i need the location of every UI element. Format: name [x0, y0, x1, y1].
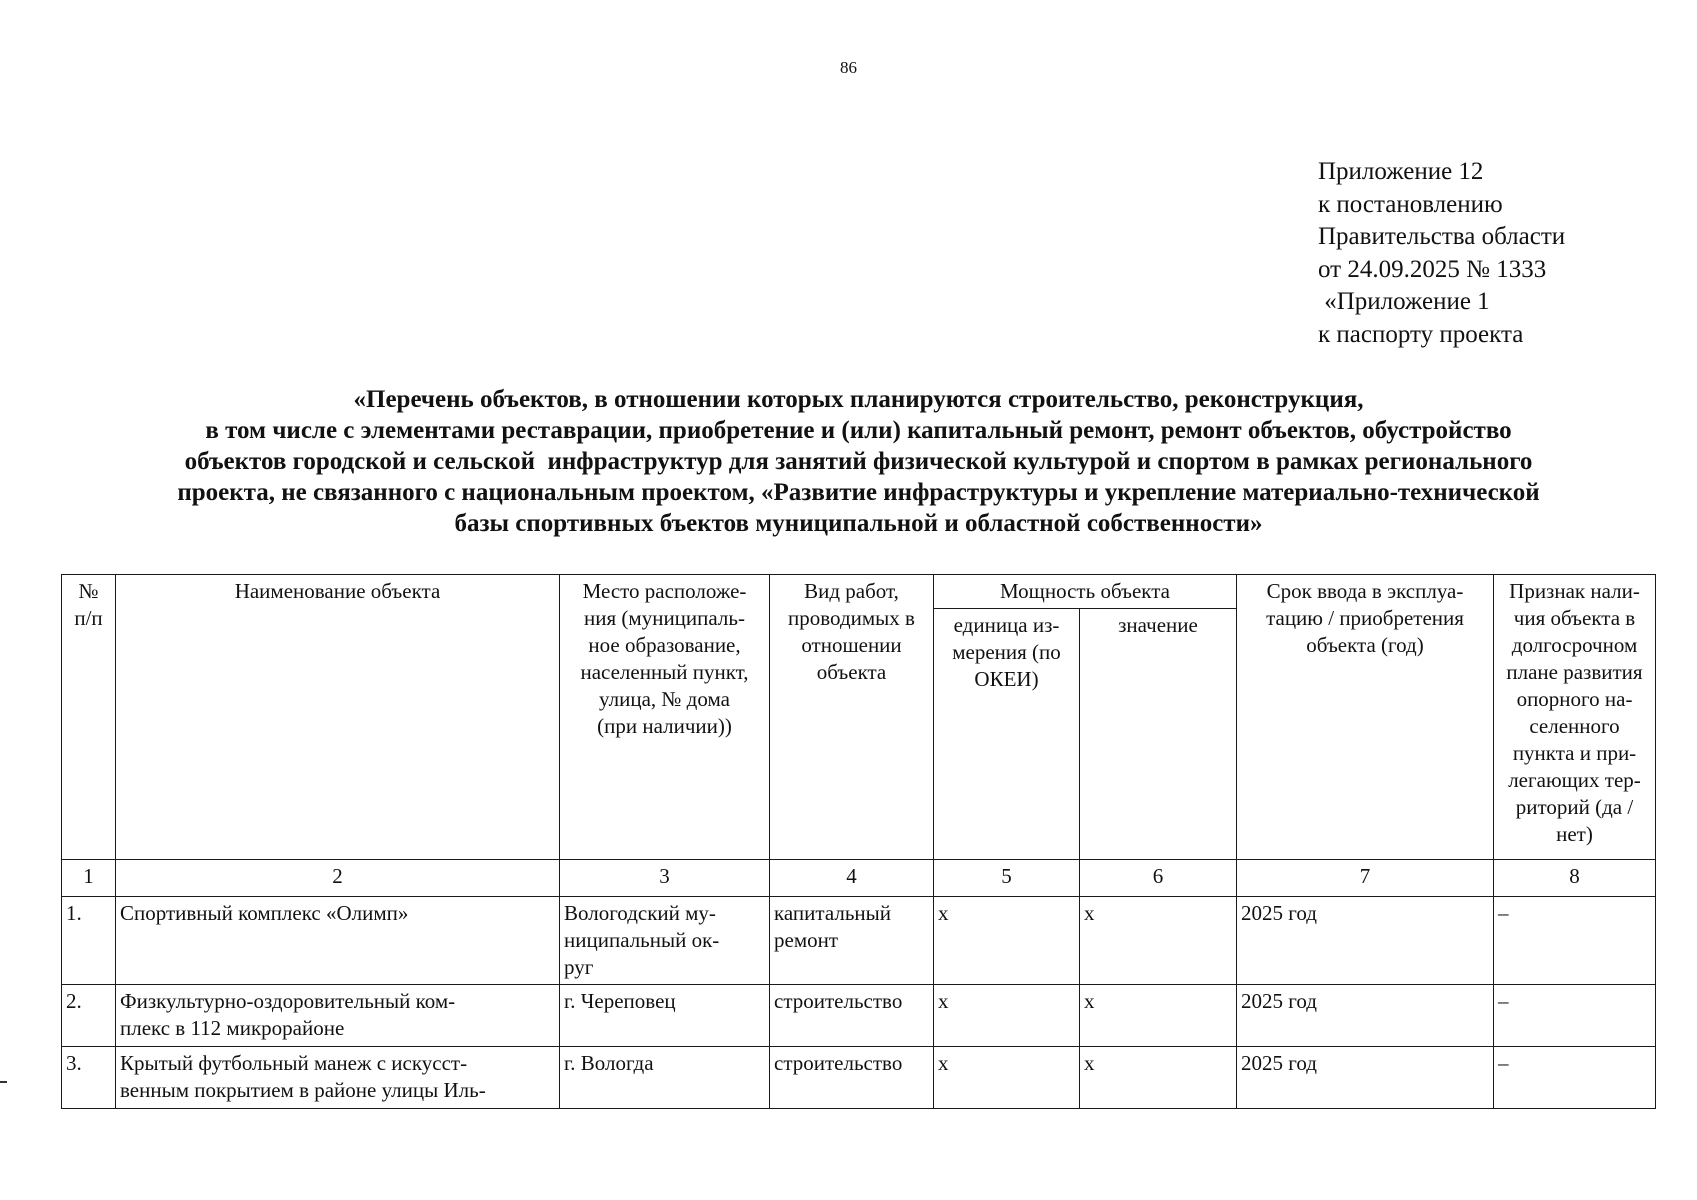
row-plan: –	[1494, 1047, 1656, 1109]
header-plan: Признак нали- чия объекта в долгосрочном плане развития опорного на- селенного пункта и при- легающих тер- риторий (да / нет)	[1494, 575, 1656, 860]
row-name: Крытый футбольный манеж с искусст- венным покрытием в районе улицы Иль-	[116, 1047, 560, 1109]
row-term: 2025 год	[1237, 897, 1494, 985]
margin-mark	[0, 1081, 7, 1083]
appendix-line: к паспорту проекта	[1318, 320, 1524, 348]
row-num: 3.	[62, 1047, 116, 1109]
title-line: базы спортивных бъектов муниципальной и областной собственности»	[454, 510, 1263, 537]
column-number: 1	[62, 860, 116, 897]
table-row	[62, 897, 1656, 985]
row-plan: –	[1494, 897, 1656, 985]
title-line: «Перечень объектов, в отношении которых планируются строительство, реконструкция,	[353, 386, 1364, 413]
appendix-line: «Приложение 1	[1318, 288, 1490, 315]
column-number: 4	[770, 860, 934, 897]
row-location: Вологодский му- ниципальный ок- руг	[560, 897, 770, 985]
table-row	[62, 985, 1656, 1047]
header-name: Наименование объекта	[116, 575, 560, 860]
header-unit: единица из- мерения (по ОКЕИ)	[934, 609, 1080, 860]
row-unit: х	[934, 897, 1080, 985]
appendix-block	[1318, 156, 1565, 351]
column-number: 8	[1494, 860, 1656, 897]
title-line: проекта, не связанного с национальным проектом, «Развитие инфраструктуры и укрепление материально-технической	[177, 479, 1540, 506]
title-line: объектов городской и сельской инфраструктур для занятий физической культурой и спортом в рамках регионального	[184, 448, 1533, 475]
header-term: Срок ввода в эксплуа- тацию / приобретения объекта (год)	[1237, 575, 1494, 860]
header-works: Вид работ, проводимых в отношении объекта	[770, 575, 934, 860]
row-num: 2.	[62, 985, 116, 1047]
column-number: 5	[934, 860, 1080, 897]
row-value: х	[1080, 897, 1237, 985]
row-location: г. Череповец	[560, 985, 770, 1047]
row-works: строительство	[770, 1047, 934, 1109]
appendix-line: к постановлению	[1318, 190, 1503, 218]
header-value: значение	[1080, 609, 1237, 860]
header-location: Место расположе- ния (муниципаль- ное образование, населенный пункт, улица, № дома (при наличии))	[560, 575, 770, 860]
row-num: 1.	[62, 897, 116, 985]
appendix-line: Приложение 12	[1318, 158, 1484, 185]
header-row	[62, 575, 1656, 609]
page-number: 86	[840, 58, 857, 77]
appendix-line: от 24.09.2025 № 1333	[1318, 255, 1547, 283]
row-name: Физкультурно-оздоровительный ком- плекс в 112 микрорайоне	[116, 985, 560, 1047]
table-row	[62, 1047, 1656, 1109]
row-unit: х	[934, 985, 1080, 1047]
title-line: в том числе с элементами реставрации, приобретение и (или) капитальный ремонт, ремонт объектов, обустройство	[205, 417, 1512, 444]
column-number: 7	[1237, 860, 1494, 897]
header-num: № п/п	[62, 575, 116, 860]
row-term: 2025 год	[1237, 985, 1494, 1047]
row-works: строительство	[770, 985, 934, 1047]
column-number-row	[62, 860, 1656, 897]
row-works: капитальный ремонт	[770, 897, 934, 985]
column-number: 6	[1080, 860, 1237, 897]
row-value: х	[1080, 1047, 1237, 1109]
row-name: Спортивный комплекс «Олимп»	[116, 897, 560, 985]
document-title	[60, 384, 1657, 539]
row-plan: –	[1494, 985, 1656, 1047]
objects-table	[61, 574, 1656, 1109]
header-capacity: Мощность объекта	[934, 575, 1237, 609]
row-value: х	[1080, 985, 1237, 1047]
appendix-line: Правительства области	[1318, 223, 1566, 250]
row-location: г. Вологда	[560, 1047, 770, 1109]
row-term: 2025 год	[1237, 1047, 1494, 1109]
column-number: 3	[560, 860, 770, 897]
column-number: 2	[116, 860, 560, 897]
row-unit: х	[934, 1047, 1080, 1109]
